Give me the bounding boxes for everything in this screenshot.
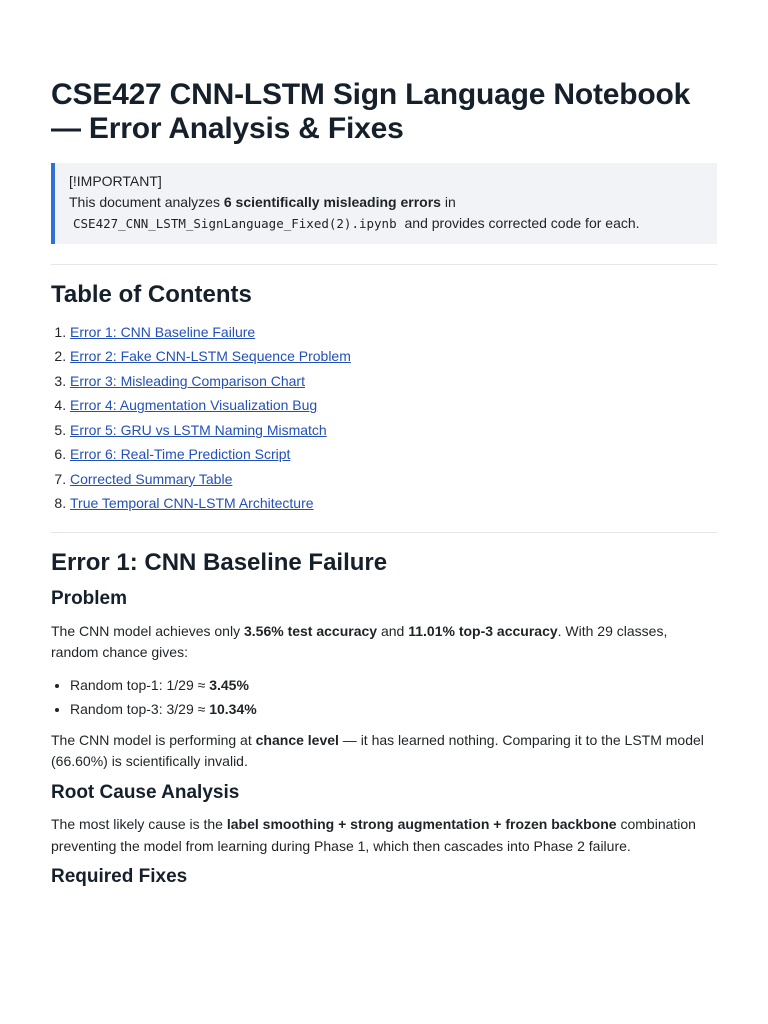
important-callout: [51, 163, 717, 244]
paragraph-text: . With 29 classes, random chance gives:: [51, 622, 668, 661]
required-fixes-heading: Required Fixes: [51, 866, 188, 888]
list-item-text: Random top-3: 3/29 ≈: [70, 700, 210, 717]
toc-link-error-3[interactable]: Error 3: Misleading Comparison Chart: [70, 372, 305, 389]
toc-link-error-5[interactable]: Error 5: GRU vs LSTM Naming Mismatch: [70, 421, 327, 438]
list-item: [70, 673, 717, 697]
callout-tag: [!IMPORTANT]: [69, 173, 162, 190]
root-cause-heading: Root Cause Analysis: [51, 781, 240, 803]
paragraph-text: combination preventing the model from learning during Phase 1, which then cascades into Phase 2 failure.: [51, 816, 696, 854]
divider: [51, 264, 717, 265]
bold-text: chance level: [255, 731, 339, 748]
toc-heading: Table of Contents: [51, 281, 252, 309]
toc-item: [70, 442, 717, 467]
toc-link-summary-table[interactable]: Corrected Summary Table: [70, 470, 233, 487]
random-chance-list: [51, 673, 717, 721]
list-item: [70, 697, 717, 721]
callout-bold-text: 6 scientifically misleading errors: [223, 194, 441, 211]
divider: [51, 532, 717, 533]
toc-link-architecture[interactable]: True Temporal CNN-LSTM Architecture: [70, 495, 314, 512]
toc-item: [70, 344, 717, 369]
paragraph-text: The CNN model achieves only: [51, 622, 244, 639]
toc-item: [70, 320, 717, 345]
table-of-contents: [51, 320, 717, 516]
error-1-heading: Error 1: CNN Baseline Failure: [51, 548, 388, 576]
paragraph-text: The most likely cause is the: [51, 816, 227, 833]
toc-item: [70, 491, 717, 516]
callout-text: in: [440, 194, 456, 211]
page-title: CSE427 CNN-LSTM Sign Language Notebook — Error Analysis & Fixes: [51, 78, 691, 145]
callout-line-2: [69, 213, 703, 234]
list-item-text: Random top-1: 1/29 ≈: [70, 676, 210, 693]
notebook-filename: CSE427_CNN_LSTM_SignLanguage_Fixed(2).ipynb: [73, 216, 397, 232]
callout-line-1: [69, 192, 703, 213]
problem-paragraph: [51, 621, 717, 664]
toc-link-error-2[interactable]: Error 2: Fake CNN-LSTM Sequence Problem: [70, 348, 351, 365]
callout-text: and provides corrected code for each.: [400, 215, 640, 232]
toc-item: [70, 467, 717, 492]
chance-level-paragraph: [51, 730, 717, 773]
list-item-bold: 3.45%: [209, 676, 249, 693]
paragraph-text: — it has learned nothing. Comparing it to the LSTM model (66.60%) is scientifically invalid.: [51, 731, 704, 770]
bold-text: label smoothing + strong augmentation + frozen backbone: [226, 816, 617, 833]
toc-link-error-4[interactable]: Error 4: Augmentation Visualization Bug: [70, 397, 318, 414]
paragraph-text: and: [377, 622, 409, 639]
bold-text: 3.56% test accuracy: [243, 622, 378, 639]
root-cause-paragraph: [51, 814, 717, 857]
bold-text: 11.01% top-3 accuracy: [408, 622, 558, 639]
problem-heading: Problem: [51, 587, 128, 609]
toc-item: [70, 369, 717, 394]
list-item-bold: 10.34%: [209, 700, 257, 717]
toc-link-error-1[interactable]: Error 1: CNN Baseline Failure: [70, 323, 256, 340]
paragraph-text: The CNN model is performing at: [51, 731, 256, 748]
callout-text: This document analyzes: [69, 194, 224, 211]
toc-item: [70, 418, 717, 443]
toc-link-error-6[interactable]: Error 6: Real-Time Prediction Script: [70, 446, 291, 463]
toc-item: [70, 393, 717, 418]
